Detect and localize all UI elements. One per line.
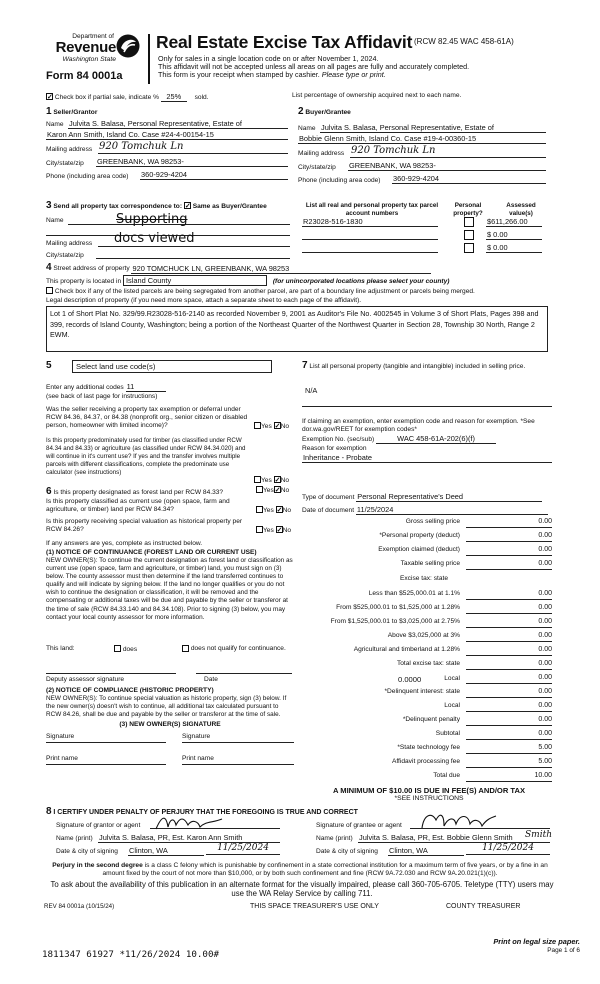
calc-value[interactable]: 0.00 bbox=[466, 730, 552, 740]
ownership-note: List percentage of ownership acquired next to each name. bbox=[292, 92, 462, 99]
total-due-value[interactable]: 10.00 bbox=[466, 772, 552, 782]
grantor-name-label: Name (print) bbox=[56, 835, 93, 842]
seller-city-field[interactable]: GREENBANK, WA 98253- bbox=[96, 157, 288, 167]
supporting-stamp: Supporting bbox=[116, 212, 188, 227]
calc-label: Local bbox=[444, 702, 460, 709]
seller-mail-field[interactable]: 920 Tomchuk Ln bbox=[98, 141, 288, 154]
calc-value[interactable]: 5.00 bbox=[466, 744, 552, 754]
personal-property-checkbox[interactable] bbox=[464, 217, 474, 227]
seller-city-label: City/state/zip bbox=[46, 160, 84, 167]
personal-property-section bbox=[302, 360, 554, 520]
total-due-label: Total due bbox=[433, 772, 460, 779]
county-select[interactable]: Island County bbox=[123, 275, 267, 286]
grantor-sig-label: Signature of grantor or agent bbox=[56, 822, 141, 829]
county-treasurer-label: COUNTY TREASURER bbox=[446, 903, 521, 910]
state-label: Washington State bbox=[62, 56, 116, 63]
buyer-heading: 2 Buyer/Grantee bbox=[298, 106, 351, 117]
tax-correspondence-section bbox=[46, 200, 290, 260]
seller-name-field[interactable]: Julvita S. Balasa, Personal Representative, Estate of bbox=[68, 119, 288, 129]
calc-value[interactable]: 0.00 bbox=[466, 604, 552, 614]
grantee-sig-label: Signature of grantee or agent bbox=[316, 822, 402, 829]
correspondence-heading: 3 Send all property tax correspondence to: ✓ Same as Buyer/Grantee bbox=[46, 200, 267, 212]
calc-label: Taxable selling price bbox=[400, 560, 460, 567]
perjury-notice: Perjury in the second degree is a class C felony which is punishable by confinement in a state correctional institution for a maximum term of five years, or by a fine in an amount fixed by the court of not more than $10,000, or by both such confinement and fine (RCW 9A.72.030 and RCW 9A.20.021(1)(c)). bbox=[52, 862, 548, 877]
deputy-date-label: Date bbox=[204, 676, 218, 683]
personal-col-header: Personal property? bbox=[453, 202, 483, 217]
current-use-yes-checkbox[interactable] bbox=[256, 506, 263, 513]
legal-desc-label: Legal description of property (if you need more space, attach a separate sheet to each page of the affidavit). bbox=[46, 297, 362, 304]
calc-label: *State technology fee bbox=[397, 744, 460, 751]
timber-yes-checkbox[interactable] bbox=[254, 476, 261, 483]
form-number: Form 84 0001a bbox=[46, 70, 123, 82]
grantor-city-field[interactable]: Clinton, WA bbox=[128, 846, 204, 856]
land-use-select[interactable]: Select land use code(s) bbox=[72, 360, 272, 373]
see-instructions: (see back of last page for instructions) bbox=[46, 393, 158, 400]
partial-sale-label: Check box if partial sale, indicate % bbox=[54, 94, 159, 101]
grantee-date-label: Date & city of signing bbox=[316, 848, 378, 855]
calc-label: Exemption claimed (deduct) bbox=[378, 546, 460, 553]
buyer-phone-label: Phone (including area code) bbox=[298, 177, 381, 184]
page-number: Page 1 of 6 bbox=[547, 947, 580, 954]
grantor-signature-icon bbox=[154, 813, 224, 833]
owner-print-label: Print name bbox=[46, 755, 78, 762]
grantee-signature-icon bbox=[418, 810, 498, 832]
segregated-row: Check box if any of the listed parcels are being segregated from another parcel, are part of a boundary line adjustment or parcels being merged. bbox=[46, 287, 475, 296]
correspondence-city-line[interactable] bbox=[96, 258, 290, 259]
intro-line-3: This form is your receipt when stamped by cashier. Please type or print. bbox=[158, 70, 386, 79]
see-instructions-note: *SEE INSTRUCTIONS bbox=[394, 795, 464, 802]
new-owner-sig-heading: (3) NEW OWNER(S) SIGNATURE bbox=[119, 721, 221, 728]
doc-date-field[interactable]: 11/25/2024 bbox=[356, 505, 548, 515]
local-rate: 0.0000 bbox=[398, 675, 422, 684]
addl-codes-row: Enter any additional codes 11 bbox=[46, 382, 166, 392]
timber-no-checkbox[interactable] bbox=[274, 476, 281, 483]
dept-label: Department of bbox=[72, 33, 114, 40]
calc-label: Above $3,025,000 at 3% bbox=[387, 632, 460, 639]
personal-property-checkbox[interactable] bbox=[464, 230, 474, 240]
sec7-heading: 7 List all personal property (tangible and intangible) included in selling price. bbox=[302, 360, 526, 371]
calc-label: Total excise tax: state bbox=[396, 660, 460, 667]
parcel-number-field[interactable]: R23028-516-1830 bbox=[302, 217, 438, 227]
partial-pct-field[interactable]: 25% bbox=[161, 92, 187, 102]
property-section bbox=[46, 262, 550, 354]
header-divider bbox=[148, 34, 150, 84]
forest-question: 6 Is this property designated as forest land per RCW 84.33? bbox=[46, 486, 224, 497]
dor-brand: Revenue bbox=[55, 39, 116, 56]
buyer-mail-field[interactable]: 920 Tomchuk Ln bbox=[350, 145, 546, 158]
parcel-number-field[interactable] bbox=[302, 230, 438, 240]
correspondence-city-label: City/state/zip bbox=[46, 252, 84, 259]
timber-yes-no: Yes ✓ No bbox=[254, 476, 289, 485]
seller-name-label: Name bbox=[46, 121, 64, 128]
assessed-value-field[interactable]: $611,266.00 bbox=[486, 217, 542, 227]
historic-yes-checkbox[interactable] bbox=[256, 526, 263, 533]
calc-value[interactable]: 0.00 bbox=[466, 716, 552, 726]
buyer-section bbox=[298, 106, 546, 200]
current-use-question: Is this property classified as current use (open space, farm and agriculture, or timber) land per RCW 84.34? bbox=[46, 498, 230, 514]
exemption-instructions: If claiming an exemption, enter exemption code and reason for exemption. *See dor.wa.gov/REET for exemption codes* bbox=[302, 418, 535, 434]
deputy-date-line[interactable] bbox=[196, 673, 292, 674]
parcel-col-header: List all real and personal property tax parcel account numbers bbox=[305, 202, 439, 217]
historic-question: Is this property receiving special valuation as historical property per RCW 84.26? bbox=[46, 518, 243, 534]
grantor-date-label: Date & city of signing bbox=[56, 848, 118, 855]
grantor-name-field[interactable]: Julvita S. Balasa, PR, Est. Karon Ann Smith bbox=[98, 833, 280, 843]
doc-type-field[interactable]: Personal Representative's Deed bbox=[356, 492, 542, 502]
addl-codes-field[interactable]: 11 bbox=[126, 382, 166, 392]
docs-viewed-stamp: docs viewed bbox=[114, 231, 195, 246]
minimum-due-note: A MINIMUM OF $10.00 IS DUE IN FEE(S) AND/OR TAX bbox=[332, 786, 526, 795]
excise-state-heading: Excise tax: state bbox=[399, 575, 448, 582]
print-legal-note: Print on legal size paper. bbox=[493, 937, 580, 946]
forest-yes-checkbox[interactable] bbox=[256, 486, 263, 493]
page-title: Real Estate Excise Tax Affidavit bbox=[156, 32, 413, 52]
seller-phone-field[interactable]: 360-929-4204 bbox=[140, 170, 288, 180]
parcel-table bbox=[302, 202, 546, 258]
does-option: does bbox=[114, 645, 137, 654]
intro-line-2: This affidavit will not be accepted unless all areas on all pages are fully and accurately completed. bbox=[158, 62, 470, 71]
calc-label: *Personal property (deduct) bbox=[379, 532, 460, 539]
seller-section bbox=[46, 106, 288, 200]
does-not-option: does not qualify for continuance. bbox=[182, 645, 287, 654]
owner-signature-label: Signature bbox=[46, 733, 75, 740]
assessed-value-field[interactable]: $ 0.00 bbox=[486, 230, 542, 240]
calc-label: Subtotal bbox=[435, 730, 460, 737]
alt-format-notice: To ask about the availability of this publication in an alternate format for the visually impaired, please call 360-705-6705. Teletype (TTY) users may use the WA Relay Service by calling 711. bbox=[50, 880, 554, 898]
exemption-question: Was the seller receiving a property tax exemption or deferral under RCW 84.36, 84.37, or 84.38 (nonprofit org., senior citizen or disabled person, homeowner with limited income)? bbox=[46, 406, 248, 430]
exemption-yes-checkbox[interactable] bbox=[254, 422, 261, 429]
land-use-section bbox=[46, 360, 296, 486]
personal-property-value[interactable]: N/A bbox=[305, 386, 318, 395]
reason-field[interactable]: Inheritance - Probate bbox=[302, 453, 552, 463]
correspondence-mail-line[interactable] bbox=[98, 246, 290, 247]
buyer-city-label: City/state/zip bbox=[298, 164, 336, 171]
parcel-row bbox=[302, 243, 546, 254]
continuance-text: NEW OWNER(S): To continue the current designation as forest land or classification as current use (open space, farm and agriculture, or timber) land, you must sign on (3) below. The county assessor must then determine if the land transferred continues to qualify and will indicate by signing below. If the land no longer qualifies or you do not wish to continue the designation or classification, it will be removed and the compensating or additional taxes will be due and payable by the seller or transferor at the time of sale (RCW 84.33.140 and 84.34.108). Prior to signing (3) below, you may contact your local county assessor for more information. bbox=[46, 557, 293, 621]
this-land-label: This land: bbox=[46, 645, 75, 652]
grantee-date-field[interactable]: 11/25/2024 bbox=[466, 843, 550, 855]
treasurer-use-label: THIS SPACE TREASURER'S USE ONLY bbox=[250, 903, 379, 910]
historic-no-checkbox[interactable] bbox=[276, 526, 283, 533]
calc-value[interactable]: 5.00 bbox=[466, 758, 552, 768]
calc-label: From $1,525,000.01 to $3,025,000 at 2.75% bbox=[330, 618, 460, 625]
calc-label: Less than $525,000.01 at 1.1% bbox=[368, 590, 460, 597]
grantee-name-label: Name (print) bbox=[316, 835, 353, 842]
grantor-date-field[interactable]: 11/25/2024 bbox=[206, 843, 280, 855]
owner-signature-line[interactable] bbox=[46, 742, 166, 743]
segregated-checkbox[interactable] bbox=[46, 287, 53, 294]
buyer-name-label: Name bbox=[298, 125, 316, 132]
deputy-signature-label: Deputy assessor signature bbox=[46, 676, 125, 683]
calc-value[interactable]: 0.00 bbox=[466, 660, 552, 670]
seller-mail-label: Mailing address bbox=[46, 146, 93, 153]
street-row: 4 Street address of property 920 TOMCHUCK LN, GREENBANK, WA 98253 bbox=[46, 262, 431, 274]
dor-logo-icon bbox=[115, 33, 141, 59]
owner-print-line[interactable] bbox=[46, 764, 166, 765]
calc-value[interactable]: 0.00 bbox=[466, 532, 552, 542]
calc-value[interactable]: 0.00 bbox=[466, 560, 552, 570]
buyer-name-field[interactable]: Julvita S. Balasa, Personal Representative, Estate of bbox=[320, 123, 546, 133]
reason-label: Reason for exemption bbox=[302, 445, 367, 452]
parcel-row bbox=[302, 230, 546, 241]
timber-question: Is this property predominately used for timber (as classified under RCW 84.34 and 84.33) or agriculture (as classified under RCW 84.34.020) and will continue in it's current use? If yes and the transfer involves multiple parcels with different classifications, complete the predominate use calculator (see instructions) bbox=[46, 437, 246, 476]
street-address-field[interactable]: 920 TOMCHUCK LN, GREENBANK, WA 98253 bbox=[131, 264, 431, 274]
calc-label: *Delinquent penalty bbox=[402, 716, 460, 723]
compliance-heading: (2) NOTICE OF COMPLIANCE (HISTORIC PROPERTY) bbox=[46, 687, 214, 694]
calc-value[interactable]: 0.00 bbox=[466, 618, 552, 628]
personal-property-line bbox=[302, 406, 552, 407]
calc-value[interactable]: 0.00 bbox=[466, 546, 552, 556]
forest-yes-no: Yes✓ No bbox=[256, 486, 289, 495]
calc-value[interactable]: 0.00 bbox=[466, 646, 552, 656]
parcel-row bbox=[302, 217, 546, 228]
tax-calculation bbox=[302, 518, 554, 788]
calc-value[interactable]: 0.00 bbox=[466, 590, 552, 600]
current-use-yes-no: Yes ✓ No bbox=[256, 506, 291, 515]
if-yes-note: If any answers are yes, complete as instructed below. bbox=[46, 540, 203, 547]
partial-sale-row bbox=[46, 92, 209, 102]
exemption-no-checkbox[interactable] bbox=[274, 422, 281, 429]
historic-yes-no: Yes ✓ No bbox=[256, 526, 291, 535]
calc-value[interactable]: 0.00 bbox=[466, 518, 552, 528]
calc-value[interactable]: 0.00 bbox=[466, 702, 552, 712]
grantee-name-handwritten: Smith bbox=[525, 830, 552, 840]
certify-heading: 8 I CERTIFY UNDER PENALTY OF PERJURY THAT THE FOREGOING IS TRUE AND CORRECT bbox=[46, 806, 358, 817]
intro-line-1: Only for sales in a single location code on or after November 1, 2024. bbox=[158, 54, 379, 63]
buyer-city-field[interactable]: GREENBANK, WA 98253- bbox=[348, 161, 546, 171]
deputy-signature-line[interactable] bbox=[46, 673, 176, 674]
located-row: This property is located in Island County (for unincorporated locations please select your county) bbox=[46, 276, 450, 285]
same-as-buyer-checkbox[interactable] bbox=[184, 202, 191, 209]
calc-label: From $525,000.01 to $1,525,000 at 1.28% bbox=[336, 604, 460, 611]
certification-section bbox=[46, 806, 554, 862]
rcw-citation: (RCW 82.45 WAC 458-61A) bbox=[414, 37, 514, 46]
form-revision: REV 84 0001a (10/15/24) bbox=[44, 903, 115, 910]
header bbox=[44, 32, 564, 88]
recording-stamp: 1811347 61927 *11/26/2024 10.00# bbox=[42, 949, 220, 960]
legal-description-field[interactable]: Lot 1 of Short Plat No. 329/99.R23028-516-2140 as recorded November 9, 2001 as Auditor's File No. 4002545 in Volume 3 of Short Plats, Pages 398 and 399, records of Island County, Washington; being a portion of the Northeast Quarter of the Northwest Quarter in Section 28, Township 30 North, Range 2 EWM. bbox=[46, 306, 548, 352]
buyer-phone-field[interactable]: 360-929-4204 bbox=[392, 174, 546, 184]
does-checkbox[interactable] bbox=[114, 645, 121, 652]
doc-date-row: Date of document 11/25/2024 bbox=[302, 505, 548, 515]
calc-label: Gross selling price bbox=[405, 518, 460, 525]
calc-value[interactable]: 0.00 bbox=[466, 632, 552, 642]
exemption-yes-no: Yes ✓ No bbox=[254, 422, 289, 431]
continuance-heading: (1) NOTICE OF CONTINUANCE (FOREST LAND OR CURRENT USE) bbox=[46, 549, 257, 556]
owner-signature-label-2: Signature bbox=[182, 733, 211, 740]
calc-label: *Delinquent interest: state bbox=[384, 688, 460, 695]
forest-no-checkbox[interactable] bbox=[274, 486, 281, 493]
partial-sold-label: sold. bbox=[194, 94, 209, 101]
calc-label: Agricultural and timberland at 1.28% bbox=[353, 646, 460, 653]
owner-print-line-2[interactable] bbox=[182, 764, 294, 765]
seller-heading: 1 Seller/Grantor bbox=[46, 106, 98, 117]
assessed-value-field[interactable]: $ 0.00 bbox=[486, 243, 542, 253]
local-label: Local bbox=[444, 675, 460, 682]
buyer-mail-label: Mailing address bbox=[298, 150, 345, 157]
personal-property-checkbox[interactable] bbox=[464, 243, 474, 253]
does-not-checkbox[interactable] bbox=[182, 645, 189, 652]
current-use-no-checkbox[interactable] bbox=[276, 506, 283, 513]
correspondence-mail-label: Mailing address bbox=[46, 240, 93, 247]
doc-type-row: Type of document Personal Representative's Deed bbox=[302, 492, 542, 502]
buyer-name-field-2[interactable]: Bobbie Glenn Smith, Island Co. Case #19-4-00360-15 bbox=[298, 134, 546, 144]
calc-value[interactable]: 0.00 bbox=[466, 688, 552, 698]
exemption-no-row: Exemption No. (sec/sub) WAC 458-61A-202(6)(f) bbox=[302, 434, 496, 444]
sec5-number: 5 bbox=[46, 360, 52, 371]
partial-sale-checkbox[interactable] bbox=[46, 93, 53, 100]
assessed-col-header: Assessed value(s) bbox=[506, 202, 536, 217]
exemption-no-field[interactable]: WAC 458-61A-202(6)(f) bbox=[376, 434, 496, 444]
grantee-name-field[interactable]: Julvita S. Balasa, PR, Est. Bobbie Glenn Smith bbox=[358, 833, 550, 843]
seller-phone-label: Phone (including area code) bbox=[46, 173, 129, 180]
owner-print-label-2: Print name bbox=[182, 755, 214, 762]
seller-name-field-2[interactable]: Karon Ann Smith, Island Co. Case #24-4-00154-15 bbox=[46, 130, 288, 140]
calc-label: Affidavit processing fee bbox=[391, 758, 460, 765]
local-tax-value[interactable]: 0.00 bbox=[466, 674, 552, 684]
grantee-city-field[interactable]: Clinton, WA bbox=[388, 846, 464, 856]
forest-historic-section bbox=[46, 486, 296, 776]
owner-signature-line-2[interactable] bbox=[182, 742, 294, 743]
compliance-text: NEW OWNER(S): To continue special valuation as historic property, sign (3) below. If the new owner(s) doesn't wish to continue, all additional tax calculated pursuant to RCW 84.26, shall be due and payable by the seller or transferor at the time of sale. bbox=[46, 695, 287, 719]
correspondence-name-label: Name bbox=[46, 217, 64, 224]
parcel-number-field[interactable] bbox=[302, 243, 438, 253]
